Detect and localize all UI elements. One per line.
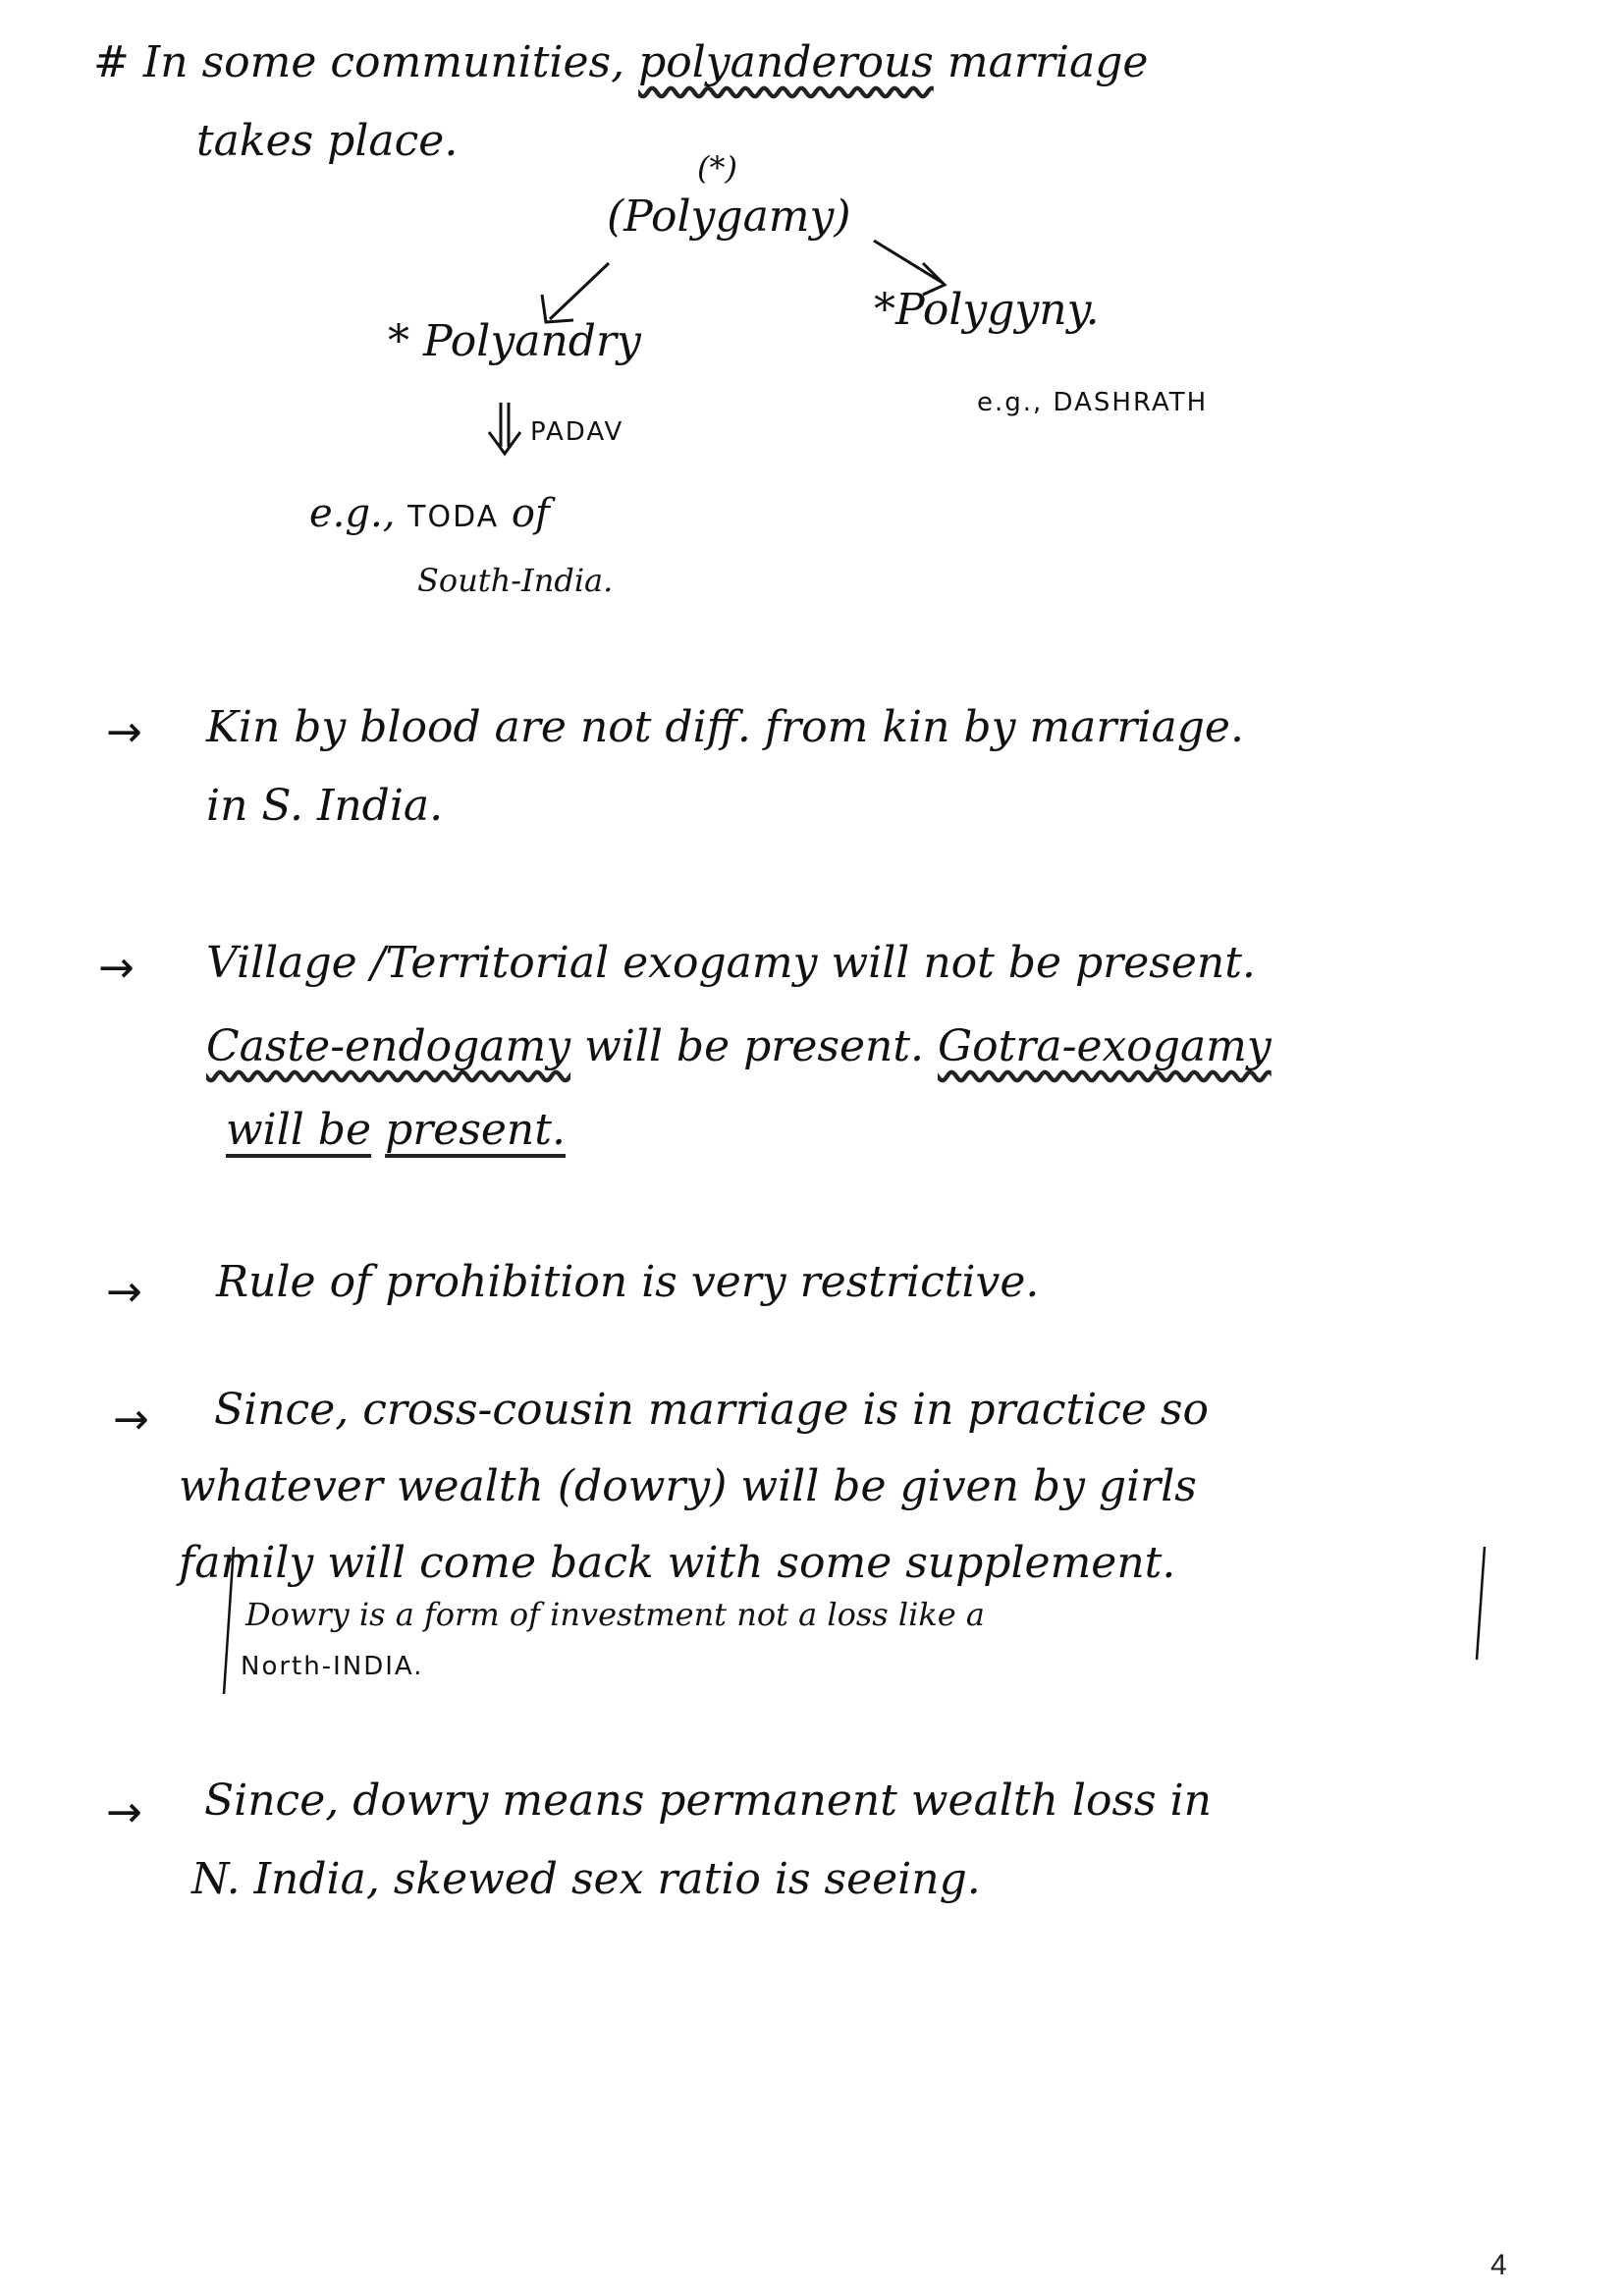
intro-line-1 bbox=[93, 37, 1148, 87]
point-5-arrow: → bbox=[106, 1787, 142, 1837]
intro-keyword: polyanderous bbox=[638, 37, 934, 87]
point-3-arrow: → bbox=[106, 1267, 142, 1317]
will-be-underlined: will be bbox=[226, 1105, 372, 1155]
example-caps: TODA bbox=[407, 500, 500, 534]
dowry-note-line-2: North-INDIA. bbox=[241, 1652, 424, 1681]
diagram-asterisk-mark: (*) bbox=[697, 149, 737, 187]
diagram-left-example bbox=[309, 491, 550, 536]
example-suffix: of bbox=[511, 491, 550, 536]
point-1-arrow: → bbox=[106, 707, 142, 757]
point-2-line-2 bbox=[206, 1021, 1272, 1071]
point-4-line-3: family will come back with some supplement. bbox=[179, 1538, 1176, 1588]
diagram-left-note: PADAV bbox=[530, 417, 624, 447]
diagram-right-branch: *Polygyny. bbox=[874, 285, 1100, 335]
point-4-line-2: whatever wealth (dowry) will be given by girls bbox=[179, 1461, 1197, 1511]
intro-text-post: marriage bbox=[933, 37, 1149, 87]
point-1-line-2: in S. India. bbox=[206, 781, 444, 831]
point-3-line-1: Rule of prohibition is very restrictive. bbox=[216, 1257, 1040, 1307]
diagram-left-example-line-2: South-India. bbox=[417, 562, 614, 599]
gotra-exogamy: Gotra-exogamy bbox=[937, 1021, 1272, 1071]
point-2-line-1: Village /Territorial exogamy will not be present. bbox=[206, 938, 1256, 988]
diagram-left-branch: * Polyandry bbox=[388, 316, 641, 366]
point-4-line-1: Since, cross-cousin marriage is in practice so bbox=[214, 1385, 1209, 1435]
present-underlined: present. bbox=[385, 1105, 566, 1155]
page-number: 4 bbox=[1490, 2249, 1507, 2281]
intro-line-2: takes place. bbox=[196, 116, 459, 166]
caste-endogamy: Caste-endogamy bbox=[206, 1021, 571, 1071]
intro-bullet: # bbox=[93, 37, 130, 87]
point-2-arrow: → bbox=[98, 943, 135, 993]
point-5-line-2: N. India, skewed sex ratio is seeing. bbox=[191, 1854, 981, 1904]
point-1-line-1: Kin by blood are not diff. from kin by marriage. bbox=[206, 702, 1244, 752]
point-2-line-3 bbox=[226, 1105, 566, 1155]
intro-text-pre: In some communities, bbox=[142, 37, 639, 87]
dowry-note-line-1: Dowry is a form of investment not a loss like a bbox=[245, 1596, 985, 1633]
point-5-line-1: Since, dowry means permanent wealth loss in bbox=[204, 1776, 1213, 1826]
diagram-root: (Polygamy) bbox=[607, 191, 851, 242]
point-4-arrow: → bbox=[113, 1394, 149, 1445]
example-prefix: e.g., bbox=[309, 491, 396, 536]
line-2-middle: will be present. bbox=[570, 1021, 938, 1071]
diagram-right-example: e.g., DASHRATH bbox=[977, 388, 1209, 417]
